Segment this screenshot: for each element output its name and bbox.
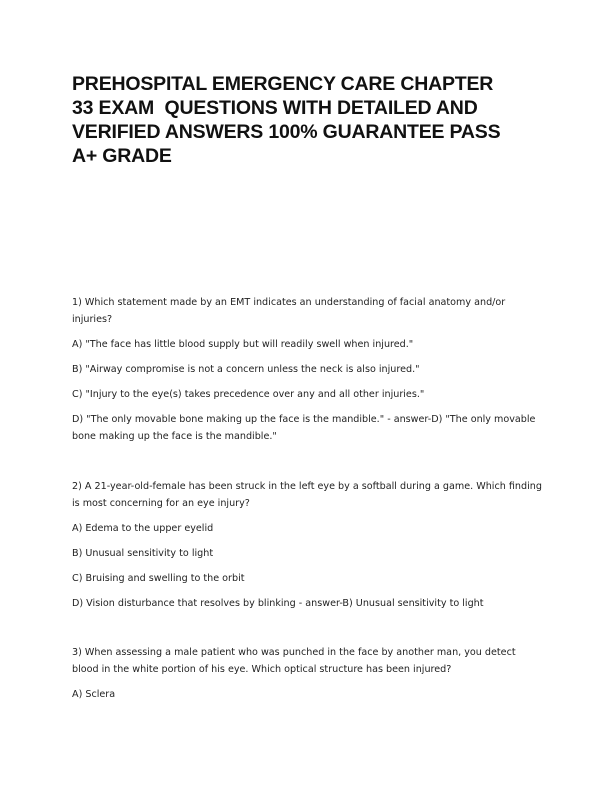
option-b: B) "Airway compromise is not a concern unless the neck is also injured." [72, 364, 420, 375]
option-c: C) Bruising and swelling to the orbit [72, 573, 245, 584]
option-b: B) Unusual sensitivity to light [72, 548, 214, 559]
option-c: C) "Injury to the eye(s) takes precedence over any and all other injuries." [72, 389, 425, 400]
question-1 [72, 294, 542, 453]
option-a: A) "The face has little blood supply but will readily swell when injured." [72, 339, 414, 350]
option-d-with-answer: D) "The only movable bone making up the face is the mandible." - answer-D) "The only movable bone making up the face is the mandible." [72, 414, 536, 442]
title-line: VERIFIED ANSWERS 100% GUARANTEE PASS [72, 121, 501, 143]
title-line: 33 EXAM QUESTIONS WITH DETAILED AND [72, 97, 478, 119]
question-stem: 2) A 21-year-old-female has been struck in the left eye by a softball during a game. Which finding is most concerning for an eye injury? [72, 481, 542, 509]
document-title [72, 72, 542, 168]
option-a: A) Edema to the upper eyelid [72, 523, 214, 534]
question-3 [72, 644, 542, 711]
title-line: A+ GRADE [72, 145, 172, 167]
question-stem: 3) When assessing a male patient who was punched in the face by another man, you detect blood in the white portion of his eye. Which optical structure has been injured? [72, 647, 516, 675]
option-a: A) Sclera [72, 689, 116, 700]
question-2 [72, 478, 542, 620]
option-d-with-answer: D) Vision disturbance that resolves by blinking - answer-B) Unusual sensitivity to light [72, 598, 484, 609]
title-line: PREHOSPITAL EMERGENCY CARE CHAPTER [72, 73, 494, 95]
question-stem: 1) Which statement made by an EMT indicates an understanding of facial anatomy and/or injuries? [72, 297, 506, 325]
